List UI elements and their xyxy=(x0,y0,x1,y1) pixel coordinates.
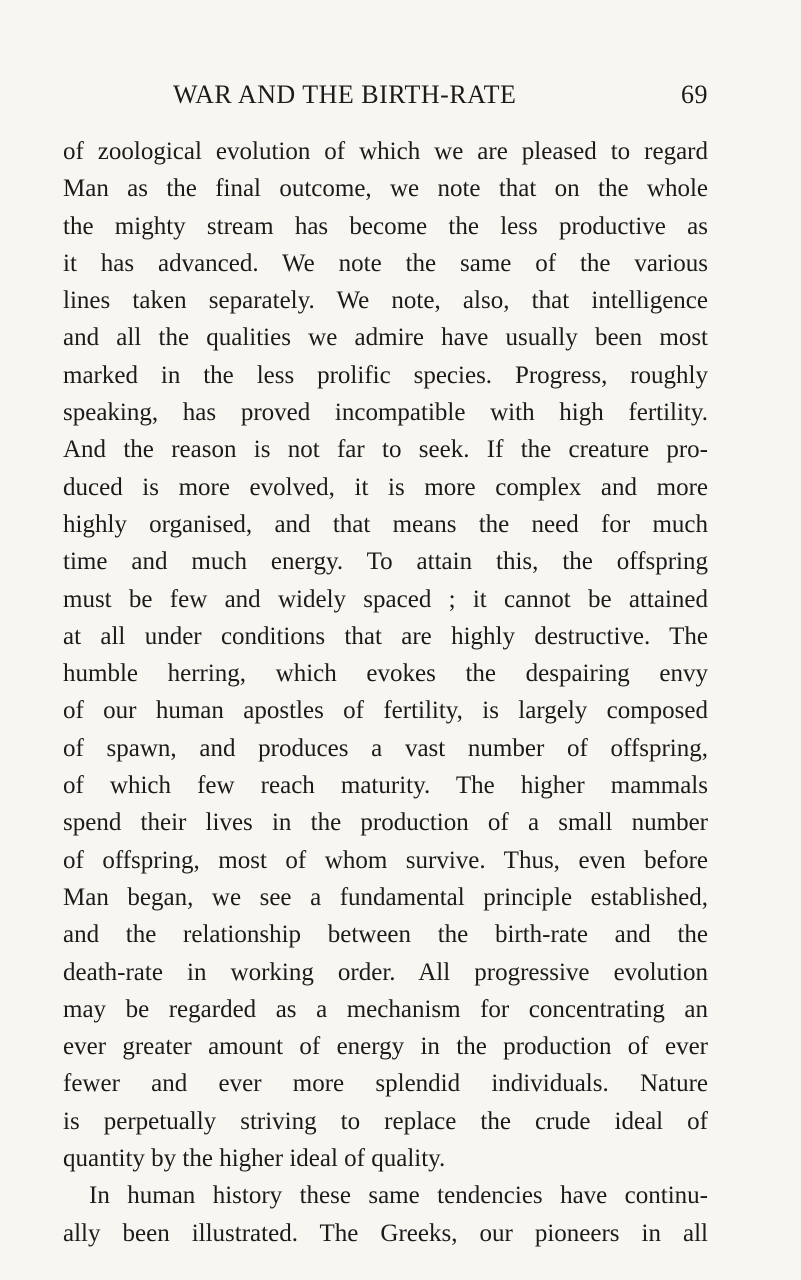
text-line: at all under conditions that are highly destructive. The xyxy=(63,622,708,650)
text-line: speaking, has proved incompatible with high fertility. xyxy=(63,399,708,427)
text-line: it has advanced. We note the same of the various xyxy=(63,249,708,277)
text-line: ally been illustrated. The Greeks, our pioneers in all xyxy=(63,1219,708,1247)
text-line: of zoological evolution of which we are pleased to regard xyxy=(63,138,708,165)
text-line: ever greater amount of energy in the production of ever xyxy=(63,1033,708,1061)
text-line: death-rate in working order. All progressive evolution xyxy=(63,958,708,986)
text-line: And the reason is not far to seek. If the creature pro- xyxy=(63,436,708,464)
text-line: humble herring, which evokes the despairing envy xyxy=(63,660,708,688)
page-number: 69 xyxy=(681,80,708,109)
text-line: of our human apostles of fertility, is largely composed xyxy=(63,697,708,725)
text-line: duced is more evolved, it is more complex and more xyxy=(63,473,708,501)
text-line: highly organised, and that means the need for much xyxy=(63,510,708,538)
text-line: of spawn, and produces a vast number of offspring, xyxy=(63,734,708,762)
text-line: may be regarded as a mechanism for concentrating an xyxy=(63,995,708,1023)
text-line: lines taken separately. We note, also, that intelligence xyxy=(63,287,708,315)
paragraph-start-line: In human history these same tendencies have continu- xyxy=(89,1182,708,1210)
text-line: spend their lives in the production of a small number xyxy=(63,809,708,837)
text-line: Man as the final outcome, we note that on the whole xyxy=(63,175,708,203)
running-head xyxy=(63,80,708,120)
text-line: time and much energy. To attain this, the offspring xyxy=(63,548,708,576)
text-line: marked in the less prolific species. Progress, roughly xyxy=(63,361,708,389)
running-title: WAR AND THE BIRTH-RATE xyxy=(173,80,517,109)
text-line: is perpetually striving to replace the crude ideal of xyxy=(63,1107,708,1135)
text-line: and all the qualities we admire have usually been most xyxy=(63,324,708,352)
text-line: must be few and widely spaced ; it cannot be attained xyxy=(63,585,708,613)
text-line: of offspring, most of whom survive. Thus, even before xyxy=(63,846,708,874)
paragraph-end-line: quantity by the higher ideal of quality. xyxy=(63,1145,446,1173)
body-text xyxy=(63,133,708,1252)
text-line: of which few reach maturity. The higher mammals xyxy=(63,772,708,800)
text-line: and the relationship between the birth-rate and the xyxy=(63,921,708,949)
text-line: fewer and ever more splendid individuals. Nature xyxy=(63,1070,708,1098)
text-line: Man began, we see a fundamental principle established, xyxy=(63,883,708,911)
text-line: the mighty stream has become the less productive as xyxy=(63,212,708,240)
